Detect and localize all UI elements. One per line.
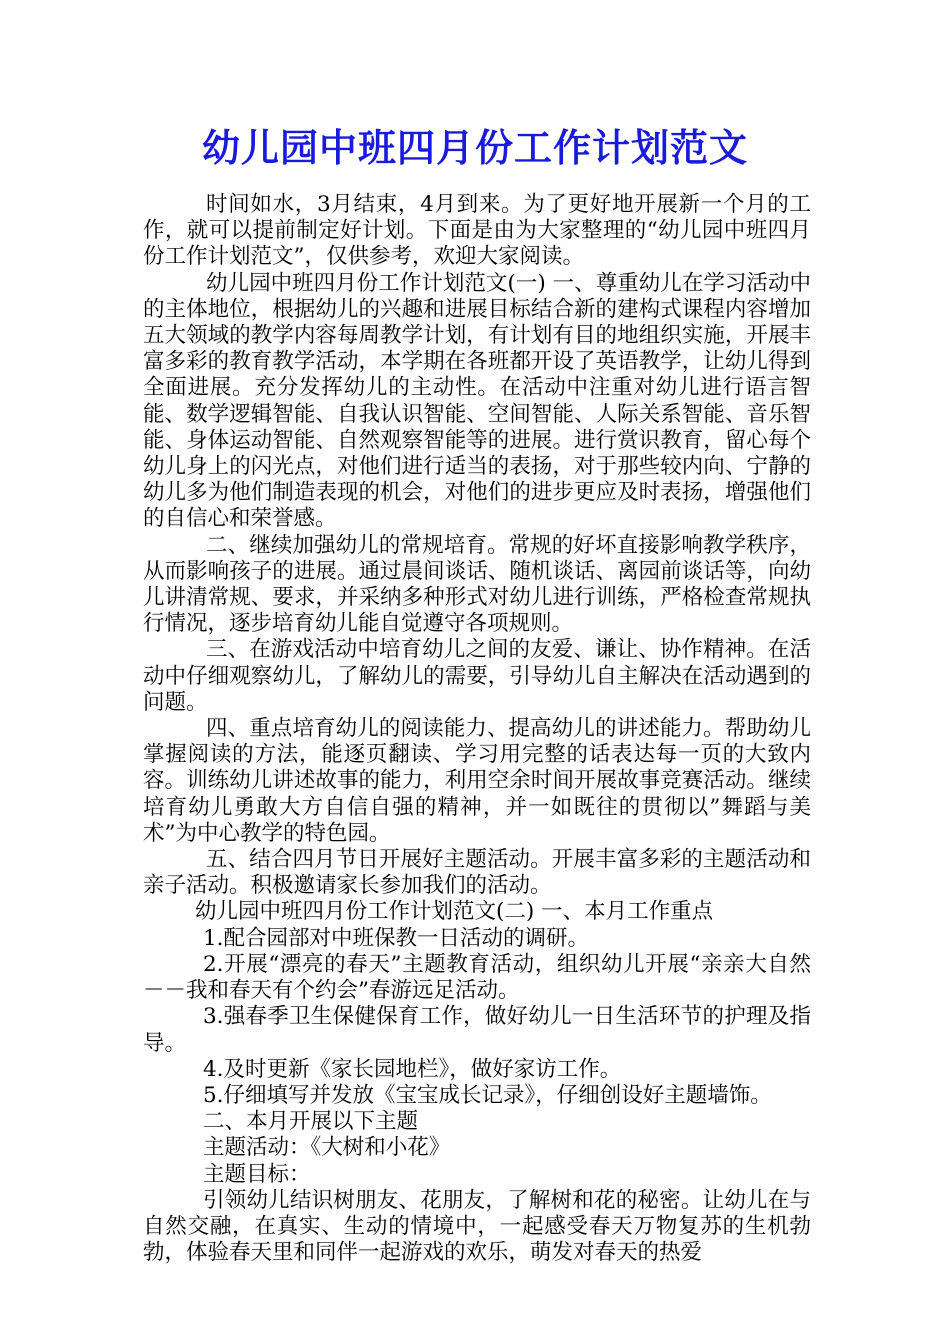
theme-goal-label: 主题目标： <box>203 1161 311 1187</box>
paragraph-item-four: 四、重点培育幼儿的阅读能力、提高幼儿的讲述能力。帮助幼儿掌握阅读的方法，能逐页翻读、学习用完整的话表达每一页的大致内容。训练幼儿讲述故事的能力，利用空余时间开展故事竞赛活动。继续培育幼儿勇敢大方自信自强的精神，并一如既往的贯彻以”舞蹈与美术”为中心教学的特色园。 <box>143 716 811 846</box>
paragraph-plan-two-heading: 幼儿园中班四月份工作计划范文(二) 一、本月工作重点 <box>195 899 714 925</box>
paragraph-intro: 时间如水，3月结束，4月到来。为了更好地开展新一个月的工作，就可以提前制定好计划。下面是由为大家整理的“幼儿园中班四月份工作计划范文”，仅供参考，欢迎大家阅读。 <box>143 192 811 270</box>
list-item-2: 2.开展“漂亮的春天”主题教育活动，组织幼儿开展“亲亲大自然－－我和春天有个约会”春游远足活动。 <box>143 951 811 1004</box>
paragraph-item-five: 五、结合四月节日开展好主题活动。开展丰富多彩的主题活动和亲子活动。积极邀请家长参加我们的活动。 <box>143 847 811 899</box>
document-title: 幼儿园中班四月份工作计划范文 <box>201 125 748 170</box>
list-item-4: 4.及时更新《家长园地栏》，做好家访工作。 <box>203 1056 622 1082</box>
document-body <box>143 192 811 1266</box>
list-item-3: 3.强春季卫生保健保育工作，做好幼儿一日生活环节的护理及指导。 <box>143 1004 811 1056</box>
paragraph-item-three: 三、在游戏活动中培育幼儿之间的友爱、谦让、协作精神。在活动中仔细观察幼儿，了解幼儿的需要，引导幼儿自主解决在活动遇到的问题。 <box>143 637 811 715</box>
paragraph-plan-one: 幼儿园中班四月份工作计划范文(一) 一、尊重幼儿在学习活动中的主体地位，根据幼儿的兴趣和进展目标结合新的建构式课程内容增加五大领域的教学内容每周教学计划，有计划有目的地组织实施，开展丰富多彩的教育教学活动，本学期在各班都开设了英语教学，让幼儿得到全面进展。充分发挥幼儿的主动性。在活动中注重对幼儿进行语言智能、数学逻辑智能、自我认识智能、空间智能、人际关系智能、音乐智能、身体运动智能、自然观察智能等的进展。进行赏识教育，留心每个幼儿身上的闪光点，对他们进行适当的表扬，对于那些较内向、宁静的幼儿多为他们制造表现的机会，对他们的进步更应及时表扬，增强他们的自信心和荣誉感。 <box>143 270 811 532</box>
section-heading-themes: 二、本月开展以下主题 <box>203 1109 419 1135</box>
theme-goal-text: 引领幼儿结识树朋友、花朋友，了解树和花的秘密。让幼儿在与自然交融，在真实、生动的情境中，一起感受春天万物复苏的生机勃勃，体验春天里和同伴一起游戏的欢乐，萌发对春天的热爱 <box>143 1187 811 1266</box>
list-item-5: 5.仔细填写并发放《宝宝成长记录》，仔细创设好主题墙饰。 <box>203 1082 772 1108</box>
paragraph-item-two: 二、继续加强幼儿的常规培育。常规的好坏直接影响教学秩序，从而影响孩子的进展。通过晨间谈话、随机谈话、离园前谈话等，向幼儿讲清常规、要求，并采纳多种形式对幼儿进行训练，严格检查常规执行情况，逐步培育幼儿能自觉遵守各项规则。 <box>143 532 811 637</box>
theme-activity: 主题活动：《大树和小花》 <box>203 1135 451 1161</box>
list-item-1: 1.配合园部对中班保教一日活动的调研。 <box>203 925 590 951</box>
